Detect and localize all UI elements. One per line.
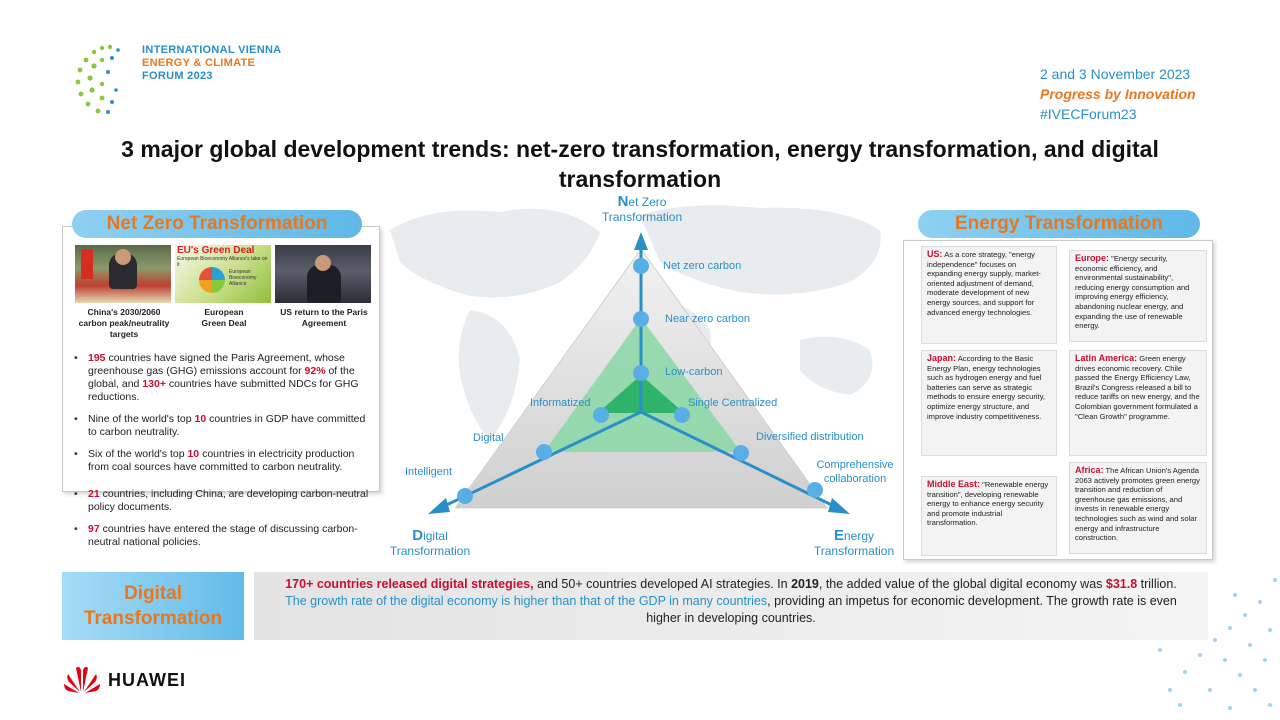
caption-us-paris: US return to the Paris Agreement bbox=[280, 307, 368, 328]
corner-energy bbox=[802, 528, 906, 559]
corner-net-zero-initial: N bbox=[617, 193, 629, 210]
stat-number: 10 bbox=[187, 448, 200, 460]
digital-text: , the added value of the global digital economy was bbox=[818, 577, 1106, 591]
node-digital bbox=[536, 444, 552, 460]
eu-green-deal-overlay-title: EU's Green Deal bbox=[177, 245, 255, 256]
node-diversified bbox=[733, 445, 749, 461]
region-text: Green energy drives economic recovery. Chile passed the Energy Efficiency Law, Brazil's Congress released a bill to reduce tariffs on new energy, and the Colombian government formulated a "Clean Growth" programme. bbox=[1075, 354, 1200, 421]
stat-number: 97 bbox=[88, 523, 100, 535]
node-single-centralized bbox=[674, 407, 690, 423]
corner-net-zero bbox=[590, 194, 694, 225]
stat-text: countries have entered the stage of discussing carbon-neutral national policies. bbox=[88, 523, 358, 548]
label-near-zero-carbon: Near zero carbon bbox=[665, 313, 750, 325]
corner-net-zero-line2: Transformation bbox=[601, 210, 683, 224]
logo-line-3: FORUM 2023 bbox=[142, 70, 213, 82]
region-europe bbox=[1069, 250, 1207, 342]
region-middle-east bbox=[921, 476, 1057, 556]
flag-icon bbox=[81, 249, 93, 279]
stat-number: 195 bbox=[88, 352, 106, 364]
net-zero-photos bbox=[75, 245, 373, 305]
stat-number: 130+ bbox=[142, 378, 166, 390]
region-text: According to the Basic Energy Plan, energy technologies such as hydrogen energy and fuel batteries can serve as strategic methods to ensure energy security, optimize energy structure, and improve industry competitiveness. bbox=[927, 354, 1046, 421]
arrow-net-zero-icon bbox=[634, 232, 648, 250]
stat-text: countries have signed the Paris Agreement, whose greenhouse gas (GHG) emissions account for bbox=[88, 352, 345, 377]
digital-panel bbox=[254, 572, 1208, 640]
list-item bbox=[72, 488, 372, 514]
eu-green-deal-overlay-sub: European Bioeconomy Alliance's take on it bbox=[177, 256, 268, 268]
digital-strategies-stat: 170+ countries released digital strategies, bbox=[285, 577, 534, 591]
label-comprehensive-collaboration: Comprehensive collaboration bbox=[816, 459, 894, 485]
region-japan bbox=[921, 350, 1057, 456]
stat-text: countries in electricity production from coal sources have committed to carbon neutrality. bbox=[88, 448, 355, 473]
region-name: Latin America: bbox=[1075, 353, 1138, 363]
arrow-digital-icon bbox=[428, 498, 450, 514]
label-single-centralized: Single Centralized bbox=[688, 397, 778, 409]
digital-year: 2019 bbox=[791, 577, 819, 591]
logo-line-1: INTERNATIONAL VIENNA bbox=[142, 44, 282, 56]
region-text: "Renewable energy transition", developing renewable energy to enhance energy security and promote industrial transformation. bbox=[927, 480, 1049, 528]
region-name: Middle East: bbox=[927, 479, 981, 489]
stat-text: countries have submitted NDCs for GHG reductions. bbox=[88, 378, 359, 403]
page-title: 3 major global development trends: net-zero transformation, energy transformation, and digital transformation bbox=[121, 136, 1159, 192]
region-name: Europe: bbox=[1075, 253, 1110, 263]
stat-text: of the global, and bbox=[88, 365, 355, 390]
corner-digital-line2: Transformation bbox=[389, 544, 471, 558]
corner-digital-rest: igital bbox=[423, 529, 448, 543]
region-name: Africa: bbox=[1075, 465, 1104, 475]
node-low-carbon bbox=[633, 365, 649, 381]
energy-heading: Energy Transformation bbox=[918, 210, 1200, 238]
corner-energy-line2: Transformation bbox=[813, 544, 895, 558]
arrow-energy-icon bbox=[828, 498, 850, 514]
stat-number: 21 bbox=[88, 488, 100, 500]
stat-text: Six of the world's top bbox=[88, 448, 188, 460]
corner-digital-initial: D bbox=[412, 527, 424, 544]
forum-logo-text bbox=[142, 44, 281, 83]
net-zero-bullets bbox=[72, 352, 372, 558]
corner-digital bbox=[378, 528, 482, 559]
list-item bbox=[72, 413, 372, 439]
bioeconomy-alliance-text: European Bioeconomy Alliance bbox=[229, 269, 257, 287]
digital-text: trillion. bbox=[1137, 577, 1177, 591]
node-intelligent bbox=[457, 488, 473, 504]
digital-paragraph-2 bbox=[284, 593, 1178, 627]
label-diversified-distribution: Diversified distribution bbox=[756, 431, 864, 443]
region-name: US: bbox=[927, 249, 943, 259]
stat-text: countries, including China, are developing carbon-neutral policy documents. bbox=[88, 488, 369, 513]
digital-heading bbox=[62, 572, 244, 640]
caption-eu-green-deal: European Green Deal bbox=[201, 307, 247, 328]
digital-text: and 50+ countries developed AI strategies. In bbox=[533, 577, 792, 591]
label-net-zero-carbon: Net zero carbon bbox=[663, 260, 742, 272]
forum-logo bbox=[72, 38, 302, 128]
caption-china-targets: China's 2030/2060 carbon peak/neutrality targets bbox=[78, 307, 170, 339]
event-hashtag: #IVECForum23 bbox=[1040, 106, 1137, 122]
corner-energy-initial: E bbox=[833, 527, 844, 544]
label-intelligent: Intelligent bbox=[405, 466, 453, 478]
region-text: The African Union's Agenda 2063 actively promotes green energy transition and reduction of greenhouse gas emissions, and invests in renewable energy technologies such as wind and solar energy and infrastructure construction. bbox=[1075, 466, 1200, 543]
huawei-petal-icon bbox=[62, 664, 102, 694]
digital-heading-line2: Transformation bbox=[83, 608, 223, 629]
digital-amount: $31.8 bbox=[1105, 577, 1138, 591]
stat-number: 10 bbox=[194, 413, 207, 425]
node-near-zero-carbon bbox=[633, 311, 649, 327]
stat-number: 92% bbox=[304, 365, 326, 377]
photo-china-targets bbox=[75, 245, 171, 303]
region-name: Japan: bbox=[927, 353, 957, 363]
digital-growth-highlight: The growth rate of the digital economy is higher than that of the GDP in many countries bbox=[285, 594, 768, 608]
logo-line-2: ENERGY & CLIMATE bbox=[142, 57, 256, 69]
list-item bbox=[72, 352, 372, 404]
corner-energy-rest: nergy bbox=[843, 529, 875, 543]
event-date: 2 and 3 November 2023 bbox=[1040, 66, 1191, 82]
corner-net-zero-rest: et Zero bbox=[628, 195, 667, 209]
node-informatized bbox=[593, 407, 609, 423]
signing-head-icon bbox=[315, 255, 331, 271]
list-item bbox=[72, 523, 372, 549]
event-tagline: Progress by Innovation bbox=[1040, 86, 1196, 102]
region-africa bbox=[1069, 462, 1207, 554]
event-info bbox=[1040, 64, 1196, 124]
digital-text: , providing an impetus for economic development. The growth rate is even higher in developing countries. bbox=[646, 594, 1177, 625]
stat-text: Nine of the world's top bbox=[88, 413, 195, 425]
huawei-wordmark: HUAWEI bbox=[108, 670, 186, 690]
speaker-head-icon bbox=[115, 249, 131, 265]
photo-us-paris-agreement bbox=[275, 245, 371, 303]
region-text: "Energy security, economic efficiency, and environmental sustainability", reducing energy consumption and improving energy efficiency, abandoning nuclear energy, and expanding the use of renewable energy. bbox=[1075, 254, 1190, 331]
globe-logo-icon bbox=[72, 38, 142, 118]
region-us bbox=[921, 246, 1057, 344]
label-digital: Digital bbox=[473, 432, 504, 444]
net-zero-heading: Net Zero Transformation bbox=[72, 210, 362, 238]
region-text: As a core strategy, "energy independence" focuses on expanding energy supply, market-oriented adjustment of demand, moderate development of new energy sources, and support for advanced energy technologies. bbox=[927, 250, 1041, 317]
photo-eu-green-deal bbox=[175, 245, 271, 303]
bioeconomy-alliance-icon bbox=[199, 267, 225, 293]
digital-paragraph-1 bbox=[284, 576, 1178, 593]
digital-heading-line1: Digital bbox=[123, 583, 183, 604]
list-item bbox=[72, 448, 372, 474]
region-latin-america bbox=[1069, 350, 1207, 456]
stat-text: countries in GDP have committed to carbon neutrality. bbox=[88, 413, 366, 438]
node-net-zero-carbon bbox=[633, 258, 649, 274]
label-low-carbon: Low-carbon bbox=[665, 366, 723, 378]
label-informatized: Informatized bbox=[530, 397, 591, 409]
